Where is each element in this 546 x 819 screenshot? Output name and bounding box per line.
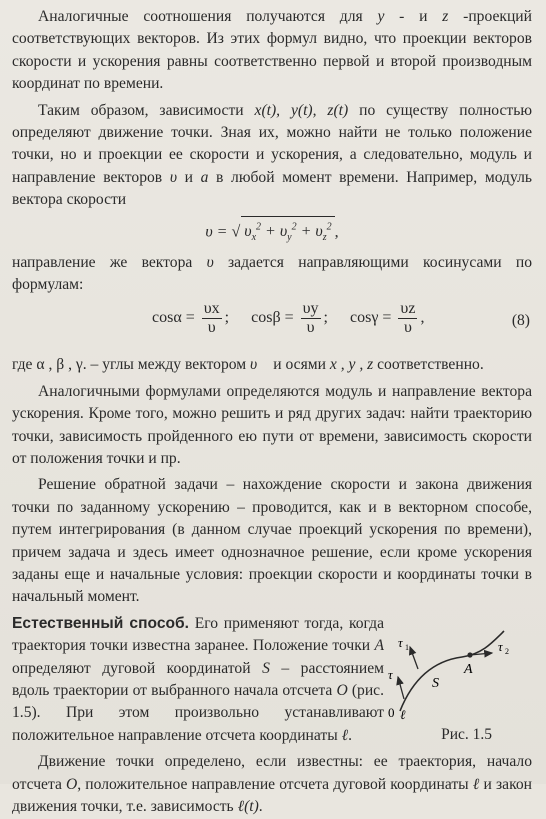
var-z: z (442, 8, 449, 25)
section-title: Естественный способ. (12, 614, 189, 632)
formula-direction-cosines: cosα = $\frac{\upsilon x}{\upsilon}$ ; cosβ = $\frac{\upsilon y}{\upsilon}$ ; cosγ = $\frac{\upsilon z}{\upsilon}$ , (8) (152, 300, 530, 337)
coordinate-functions: x(t), y(t), z(t) (254, 101, 349, 119)
paragraph-1: Аналогичные соотношения получаются для y - и z -проекций соответствующих векторов. Из этих формул видно, что проекции векторов скорости и ускорения равны соответственно первой и второй производным координат по времени. (12, 8, 532, 93)
paragraph-8: Движение точки определено, если известны: ее траектория, начало отсчета O, положительное направление отсчета дуговой координаты ℓ и закон движения точки, т.е. зависимость ℓ(t). (12, 753, 532, 816)
tangent-tau (398, 677, 404, 699)
label-tau-1: τ (398, 634, 403, 650)
var-acceleration: a (200, 168, 209, 186)
label-tau-2: τ (498, 638, 503, 654)
label-tau-1-sub: 1 (405, 642, 409, 652)
sqrt-radicand: $\upsilon_x^2 + \upsilon_y^2 + \upsilon_z^2$ (241, 216, 334, 250)
trajectory-diagram (382, 621, 532, 721)
var-y: y (377, 8, 385, 25)
equation-number: (8) (511, 312, 530, 330)
paragraph-6: Решение обратной задачи – нахождение скорости и закона движения точки по заданному ускорению – проводится, как и в векторном способе, путем интегрирования (в данном случае проекций ускорения по времени), причем задача и здесь имеет однозначное решение, если кроме ускорения заданы еще и начальные условия: проекции скорости и координаты точки в начальный момент. (12, 476, 532, 606)
label-l: ℓ (400, 706, 406, 721)
tangent-tau-1 (410, 647, 418, 669)
formula-speed-magnitude: υ = √ $\upsilon_x^2 + \upsilon_y^2 + \upsilon_z^2$ , (12, 216, 532, 250)
label-O: 0 (388, 704, 395, 720)
label-S: S (432, 675, 439, 691)
label-tau: τ (388, 666, 393, 682)
figure-caption: Рис. 1.5 (441, 725, 492, 743)
point-A (467, 652, 472, 657)
var-velocity: υ (169, 168, 177, 186)
label-tau-2-sub: 2 (505, 646, 509, 656)
trajectory-curve (400, 631, 504, 711)
label-A: A (464, 661, 473, 677)
paragraph-5: Аналогичными формулами определяются модуль и направление вектора ускорения. Кроме того, можно решить и ряд других задач: найти траекторию точки, зависимость пройденного ею пути от времени, зависимость скорости от положения точки и пр. (12, 382, 532, 468)
paragraph-4: где α , β , γ. – углы между вектором υ⃗ и осями x , y , z соответственно. (12, 356, 484, 374)
paragraph-3: направление же вектора υ задается направляющими косинусами по формулам: (12, 253, 532, 293)
paragraph-7: Естественный способ. Его применяют тогда, когда траектория точки известна заранее. Положение точки A определяют дуговой координатой S – расстоянием вдоль траектории от выбранного начала отсчета O (рис. 1.5). При этом произвольно устанавливают положительное направление отсчета координаты ℓ. (12, 614, 385, 744)
paragraph-2: Таким образом, зависимости x(t), y(t), z(t) по существу полностью определяют движение точки. Зная их, можно найти не только положение точки, но и проекции ее скорости и ускорения, а следовательно, модуль и направление векторов υ и a в любой момент времени. Например, модуль вектора скорости (12, 101, 532, 209)
figure-1-5 (382, 621, 532, 751)
natural-method-block (12, 613, 532, 747)
